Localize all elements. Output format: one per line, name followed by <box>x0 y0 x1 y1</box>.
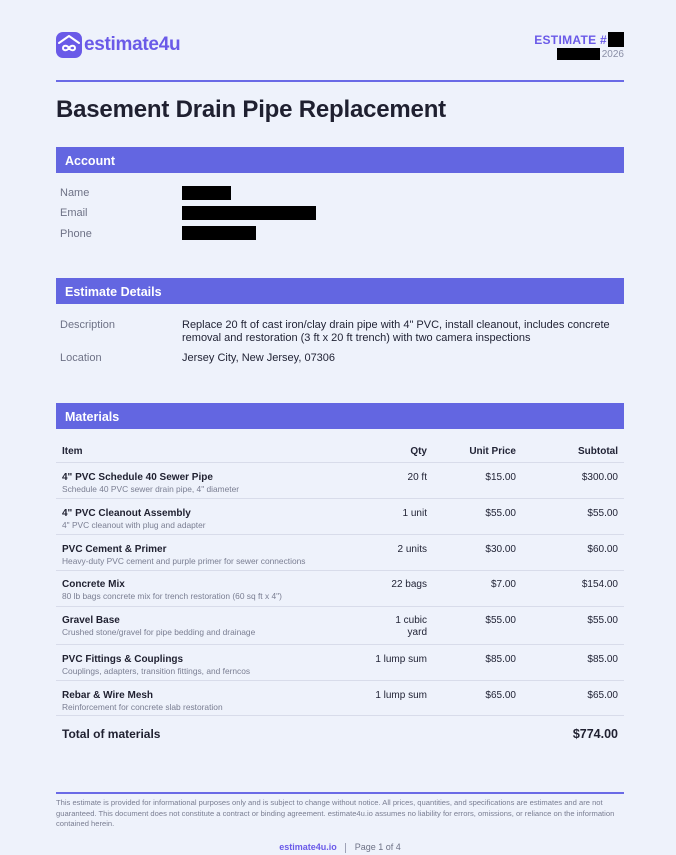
item-description: Schedule 40 PVC sewer drain pipe, 4" diameter <box>62 484 240 494</box>
disclaimer-text: This estimate is provided for informational purposes only and is subject to change without notice. All prices, quantities, and specifications are estimates and are not guaranteed. This document does not constitute a contract or binding agreement. estimate4u.io assumes no liability for errors, omissions, or reliance on the information contained herein. <box>56 798 615 829</box>
estimate-date <box>534 48 624 60</box>
table-row <box>56 534 624 570</box>
footer-divider <box>56 792 624 794</box>
item-name: 4" PVC Schedule 40 Sewer Pipe <box>62 472 213 483</box>
item-qty: 22 bags <box>391 579 427 590</box>
item-qty: 1 lump sum <box>375 654 427 665</box>
item-unit-price: $65.00 <box>485 690 516 701</box>
redacted-estimate-number <box>608 32 624 47</box>
location-label: Location <box>60 352 102 364</box>
item-unit-price: $85.00 <box>485 654 516 665</box>
item-name: PVC Cement & Primer <box>62 544 167 555</box>
item-name: Gravel Base <box>62 615 120 626</box>
item-subtotal: $65.00 <box>587 690 618 701</box>
item-name: 4" PVC Cleanout Assembly <box>62 508 191 519</box>
item-qty: 1 unit <box>402 508 427 519</box>
details-section-header: Estimate Details <box>56 278 624 304</box>
footer-site-link[interactable]: estimate4u.io <box>279 842 337 852</box>
footer-separator <box>345 843 346 853</box>
item-subtotal: $55.00 <box>587 615 618 626</box>
footer <box>56 842 624 853</box>
name-label: Name <box>60 187 90 199</box>
estimate-label: ESTIMATE # <box>534 32 607 47</box>
header-divider <box>56 80 624 82</box>
estimate-number-block <box>534 32 624 60</box>
table-row <box>56 462 624 498</box>
brand-name: estimate4u <box>84 34 181 55</box>
page-title: Basement Drain Pipe Replacement <box>56 96 446 123</box>
table-row <box>56 570 624 606</box>
redacted-date <box>557 48 600 60</box>
item-qty: 20 ft <box>407 472 427 483</box>
column-header-subtotal: Subtotal <box>578 446 618 457</box>
item-qty: 1 lump sum <box>375 690 427 701</box>
item-name: PVC Fittings & Couplings <box>62 654 184 665</box>
materials-section-header: Materials <box>56 403 624 429</box>
column-header-unit-price: Unit Price <box>469 446 516 457</box>
description-label: Description <box>60 319 116 331</box>
redacted-phone <box>182 226 256 240</box>
item-qty-line-1: 1 cubic <box>395 615 427 626</box>
logo[interactable] <box>56 32 180 58</box>
table-row <box>56 498 624 534</box>
table-row <box>56 680 624 716</box>
phone-label: Phone <box>60 228 92 240</box>
redacted-email <box>182 206 316 220</box>
description-value: Replace 20 ft of cast iron/clay drain pipe with 4" PVC, install cleanout, includes concrete removal and restoration (3 ft x 20 ft trench) with two camera inspections <box>182 319 610 344</box>
item-unit-price: $15.00 <box>485 472 516 483</box>
item-unit-price: $55.00 <box>485 508 516 519</box>
item-qty: 2 units <box>397 544 427 555</box>
header <box>56 30 624 64</box>
total-label: Total of materials <box>62 727 161 741</box>
item-subtotal: $300.00 <box>581 472 618 483</box>
item-description: 4" PVC cleanout with plug and adapter <box>62 520 206 530</box>
infinity-house-icon <box>56 32 82 58</box>
item-description: Reinforcement for concrete slab restoration <box>62 702 223 712</box>
date-year: 2026 <box>601 48 624 60</box>
item-qty-line-2: yard <box>407 627 427 638</box>
item-description: Crushed stone/gravel for pipe bedding and drainage <box>62 627 256 637</box>
table-row <box>56 644 624 680</box>
item-subtotal: $60.00 <box>587 544 618 555</box>
column-header-qty: Qty <box>410 446 427 457</box>
estimate-number <box>534 32 624 47</box>
item-description: 80 lb bags concrete mix for trench restoration (60 sq ft x 4") <box>62 591 282 601</box>
item-subtotal: $154.00 <box>581 579 618 590</box>
item-unit-price: $7.00 <box>490 579 516 590</box>
item-subtotal: $85.00 <box>587 654 618 665</box>
item-name: Rebar & Wire Mesh <box>62 690 154 701</box>
email-label: Email <box>60 207 88 219</box>
column-header-item: Item <box>62 446 83 457</box>
item-description: Heavy-duty PVC cement and purple primer for sewer connections <box>62 556 306 566</box>
total-value: $774.00 <box>572 727 618 741</box>
page-number: Page 1 of 4 <box>354 842 401 852</box>
account-section-header: Account <box>56 147 624 173</box>
item-unit-price: $30.00 <box>485 544 516 555</box>
location-value: Jersey City, New Jersey, 07306 <box>182 352 336 364</box>
item-name: Concrete Mix <box>62 579 125 590</box>
item-subtotal: $55.00 <box>587 508 618 519</box>
item-unit-price: $55.00 <box>485 615 516 626</box>
table-row <box>56 606 624 644</box>
item-description: Couplings, adapters, transition fittings, and ferncos <box>62 666 251 676</box>
redacted-name <box>182 186 231 200</box>
